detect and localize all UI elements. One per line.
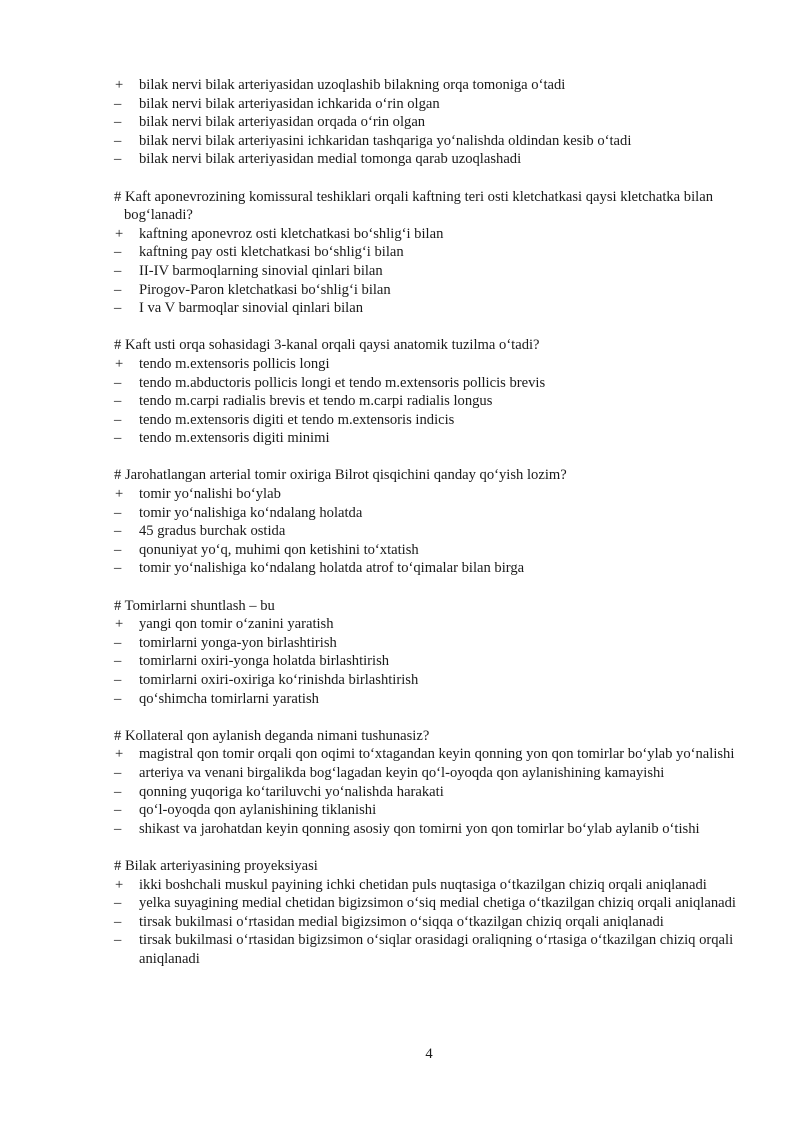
- wrong-answer: [114, 299, 746, 318]
- answer-text: tomirlarni oxiri-yonga holatda birlashtirish: [139, 653, 390, 670]
- answer-text: tomir yo‘nalishiga ko‘ndalang holatda: [139, 504, 363, 521]
- correct-answer: [114, 485, 746, 504]
- answer-marker: –: [114, 672, 122, 688]
- wrong-answer: [114, 671, 746, 690]
- wrong-answer: [114, 652, 746, 671]
- wrong-answer: [114, 894, 746, 913]
- wrong-answer: [114, 262, 746, 281]
- wrong-answer: [114, 374, 746, 393]
- answer-text: bilak nervi bilak arteriyasidan ichkarida o‘rin olgan: [139, 95, 440, 112]
- question-title: # Tomirlarni shuntlash – bu: [114, 597, 275, 614]
- answer-marker: –: [114, 913, 122, 930]
- question-block: [114, 466, 746, 578]
- correct-answer: [114, 355, 746, 374]
- wrong-answer: [114, 281, 746, 300]
- correct-answer: [114, 876, 746, 895]
- question-title: # Jarohatlangan arterial tomir oxiriga Bilrot qisqichini qanday qo‘yish lozim?: [114, 467, 567, 484]
- answer-text: bilak nervi bilak arteriyasidan orqada o‘rin olgan: [139, 114, 426, 131]
- answer-marker: +: [115, 486, 124, 503]
- wrong-answer: [114, 931, 746, 968]
- answer-marker: –: [114, 560, 122, 577]
- answer-text: bilak nervi bilak arteriyasidan medial tomonga qarab uzoqlashadi: [139, 151, 522, 168]
- wrong-answer: [114, 392, 746, 411]
- answer-text: yelka suyagining medial chetidan bigizsimon o‘siq medial chetiga o‘tkazilgan chiziq orqali aniqlanadi: [139, 895, 736, 912]
- answer-marker: –: [114, 132, 122, 149]
- wrong-answer: [114, 429, 746, 448]
- answer-text: kaftning aponevroz osti kletchatkasi bo‘shlig‘i bilan: [139, 225, 444, 242]
- answer-text: tendo m.extensoris digiti minimi: [139, 430, 330, 447]
- wrong-answer: [114, 764, 746, 783]
- answer-marker: –: [114, 634, 122, 651]
- answer-text: tomir yo‘nalishiga ko‘ndalang holatda atrof to‘qimalar bilan birga: [139, 560, 525, 577]
- answer-text: tomir yo‘nalishi bo‘ylab: [139, 486, 281, 503]
- answer-marker: –: [114, 411, 122, 428]
- answer-text: qo‘l-oyoqda qon aylanishining tiklanishi: [139, 802, 377, 819]
- wrong-answer: [114, 541, 746, 560]
- answer-text: bilak nervi bilak arteriyasini ichkaridan tashqariga yo‘nalishda oldindan kesib o‘tadi: [139, 132, 632, 149]
- answer-marker: –: [114, 281, 122, 298]
- answer-text: kaftning pay osti kletchatkasi bo‘shlig‘i bilan: [139, 244, 404, 261]
- answer-marker: –: [114, 430, 122, 447]
- answer-text: qonuniyat yo‘q, muhimi qon ketishini to‘xtatish: [139, 541, 419, 558]
- answer-marker: –: [114, 541, 122, 558]
- answer-text: yangi qon tomir o‘zanini yaratish: [139, 616, 334, 633]
- answer-marker: +: [115, 355, 124, 372]
- answer-marker: –: [114, 244, 122, 261]
- question-block: [114, 857, 746, 969]
- question-block: [114, 597, 746, 709]
- answer-marker: –: [114, 114, 122, 131]
- answer-marker: –: [114, 262, 122, 279]
- wrong-answer: [114, 801, 746, 820]
- wrong-answer: [114, 504, 746, 523]
- question-title: # Kollateral qon aylanish deganda nimani tushunasiz?: [114, 727, 430, 744]
- answer-text: qonning yuqoriga ko‘tariluvchi yo‘nalishda harakati: [139, 783, 444, 800]
- wrong-answer: [114, 243, 746, 262]
- answer-text: Pirogov-Paron kletchatkasi bo‘shlig‘i bilan: [139, 281, 391, 298]
- question-title: # Bilak arteriyasining proyeksiyasi: [114, 857, 318, 874]
- correct-answer: [114, 745, 746, 764]
- wrong-answer: [114, 522, 746, 541]
- answer-text: magistral qon tomir orqali qon oqimi to‘xtagandan keyin qonning yon qon tomirlar bo‘ylab yo‘nalishi: [139, 746, 735, 763]
- answer-marker: +: [115, 77, 124, 93]
- answer-marker: –: [114, 523, 122, 540]
- answer-text: arteriya va venani birgalikda bog‘lagadan keyin qo‘l-oyoqda qon aylanishining kamayishi: [139, 764, 665, 781]
- question-block: [114, 336, 746, 448]
- answer-marker: +: [115, 876, 124, 893]
- answer-text: tendo m.extensoris pollicis longi: [139, 355, 330, 372]
- answer-marker: –: [114, 690, 122, 707]
- wrong-answer: [114, 132, 746, 151]
- question-block: [114, 76, 746, 169]
- answer-marker: –: [114, 374, 122, 391]
- answer-marker: –: [114, 653, 122, 670]
- answer-marker: +: [115, 616, 124, 633]
- wrong-answer: [114, 634, 746, 653]
- answer-text: I va V barmoqlar sinovial qinlari bilan: [139, 300, 363, 317]
- answer-text: tirsak bukilmasi o‘rtasidan bigizsimon o‘siqlar orasidagi oraliqning o‘rtasiga o‘tkazilgan chiziq orqali aniqlanadi: [139, 932, 734, 967]
- wrong-answer: [114, 690, 746, 709]
- answer-text: tomirlarni yonga-yon birlashtirish: [139, 634, 337, 651]
- answer-marker: –: [114, 95, 122, 112]
- answer-marker: +: [115, 225, 124, 242]
- answer-marker: –: [114, 802, 122, 819]
- answer-marker: +: [115, 746, 124, 763]
- question-title: # Kaft usti orqa sohasidagi 3-kanal orqali qaysi anatomik tuzilma o‘tadi?: [114, 337, 540, 354]
- correct-answer: [114, 76, 746, 95]
- answer-marker: –: [114, 895, 122, 912]
- answer-text: tendo m.abductoris pollicis longi et tendo m.extensoris pollicis brevis: [139, 374, 546, 391]
- answer-marker: –: [114, 393, 122, 410]
- answer-marker: –: [114, 151, 122, 168]
- question-list: [114, 76, 746, 969]
- answer-marker: –: [114, 764, 122, 781]
- question-block: [114, 727, 746, 839]
- wrong-answer: [114, 411, 746, 430]
- answer-marker: –: [114, 932, 122, 949]
- answer-marker: –: [114, 300, 122, 317]
- answer-text: tomirlarni oxiri-oxiriga ko‘rinishda birlashtirish: [139, 672, 419, 688]
- page-number: 4: [425, 1046, 433, 1062]
- answer-text: tendo m.extensoris digiti et tendo m.extensoris indicis: [139, 411, 455, 428]
- wrong-answer: [114, 113, 746, 132]
- wrong-answer: [114, 150, 746, 169]
- answer-marker: –: [114, 504, 122, 521]
- wrong-answer: [114, 95, 746, 114]
- answer-text: qo‘shimcha tomirlarni yaratish: [139, 690, 319, 707]
- answer-text: II-IV barmoqlarning sinovial qinlari bilan: [139, 262, 383, 279]
- correct-answer: [114, 615, 746, 634]
- question-block: [114, 188, 746, 318]
- correct-answer: [114, 225, 746, 244]
- answer-text: tendo m.carpi radialis brevis et tendo m.carpi radialis longus: [139, 393, 493, 410]
- wrong-answer: [114, 783, 746, 802]
- answer-text: tirsak bukilmasi o‘rtasidan medial bigizsimon o‘siqqa o‘tkazilgan chiziq orqali aniqlanadi: [139, 913, 664, 930]
- wrong-answer: [114, 559, 746, 578]
- answer-text: 45 gradus burchak ostida: [139, 523, 286, 540]
- answer-marker: –: [114, 783, 122, 800]
- answer-text: ikki boshchali muskul payining ichki chetidan puls nuqtasiga o‘tkazilgan chiziq orqali aniqlanadi: [139, 876, 707, 893]
- answer-text: shikast va jarohatdan keyin qonning asosiy qon tomirni yon qon tomirlar bo‘ylab aylanib o‘tishi: [139, 820, 700, 837]
- wrong-answer: [114, 913, 746, 932]
- answer-text: bilak nervi bilak arteriyasidan uzoqlashib bilakning orqa tomoniga o‘tadi: [139, 77, 566, 93]
- wrong-answer: [114, 820, 746, 839]
- answer-marker: –: [114, 820, 122, 837]
- question-title: # Kaft aponevrozining komissural teshiklari orqali kaftning teri osti kletchatkasi qaysi kletchatka bilan bog‘lanadi?: [114, 188, 713, 224]
